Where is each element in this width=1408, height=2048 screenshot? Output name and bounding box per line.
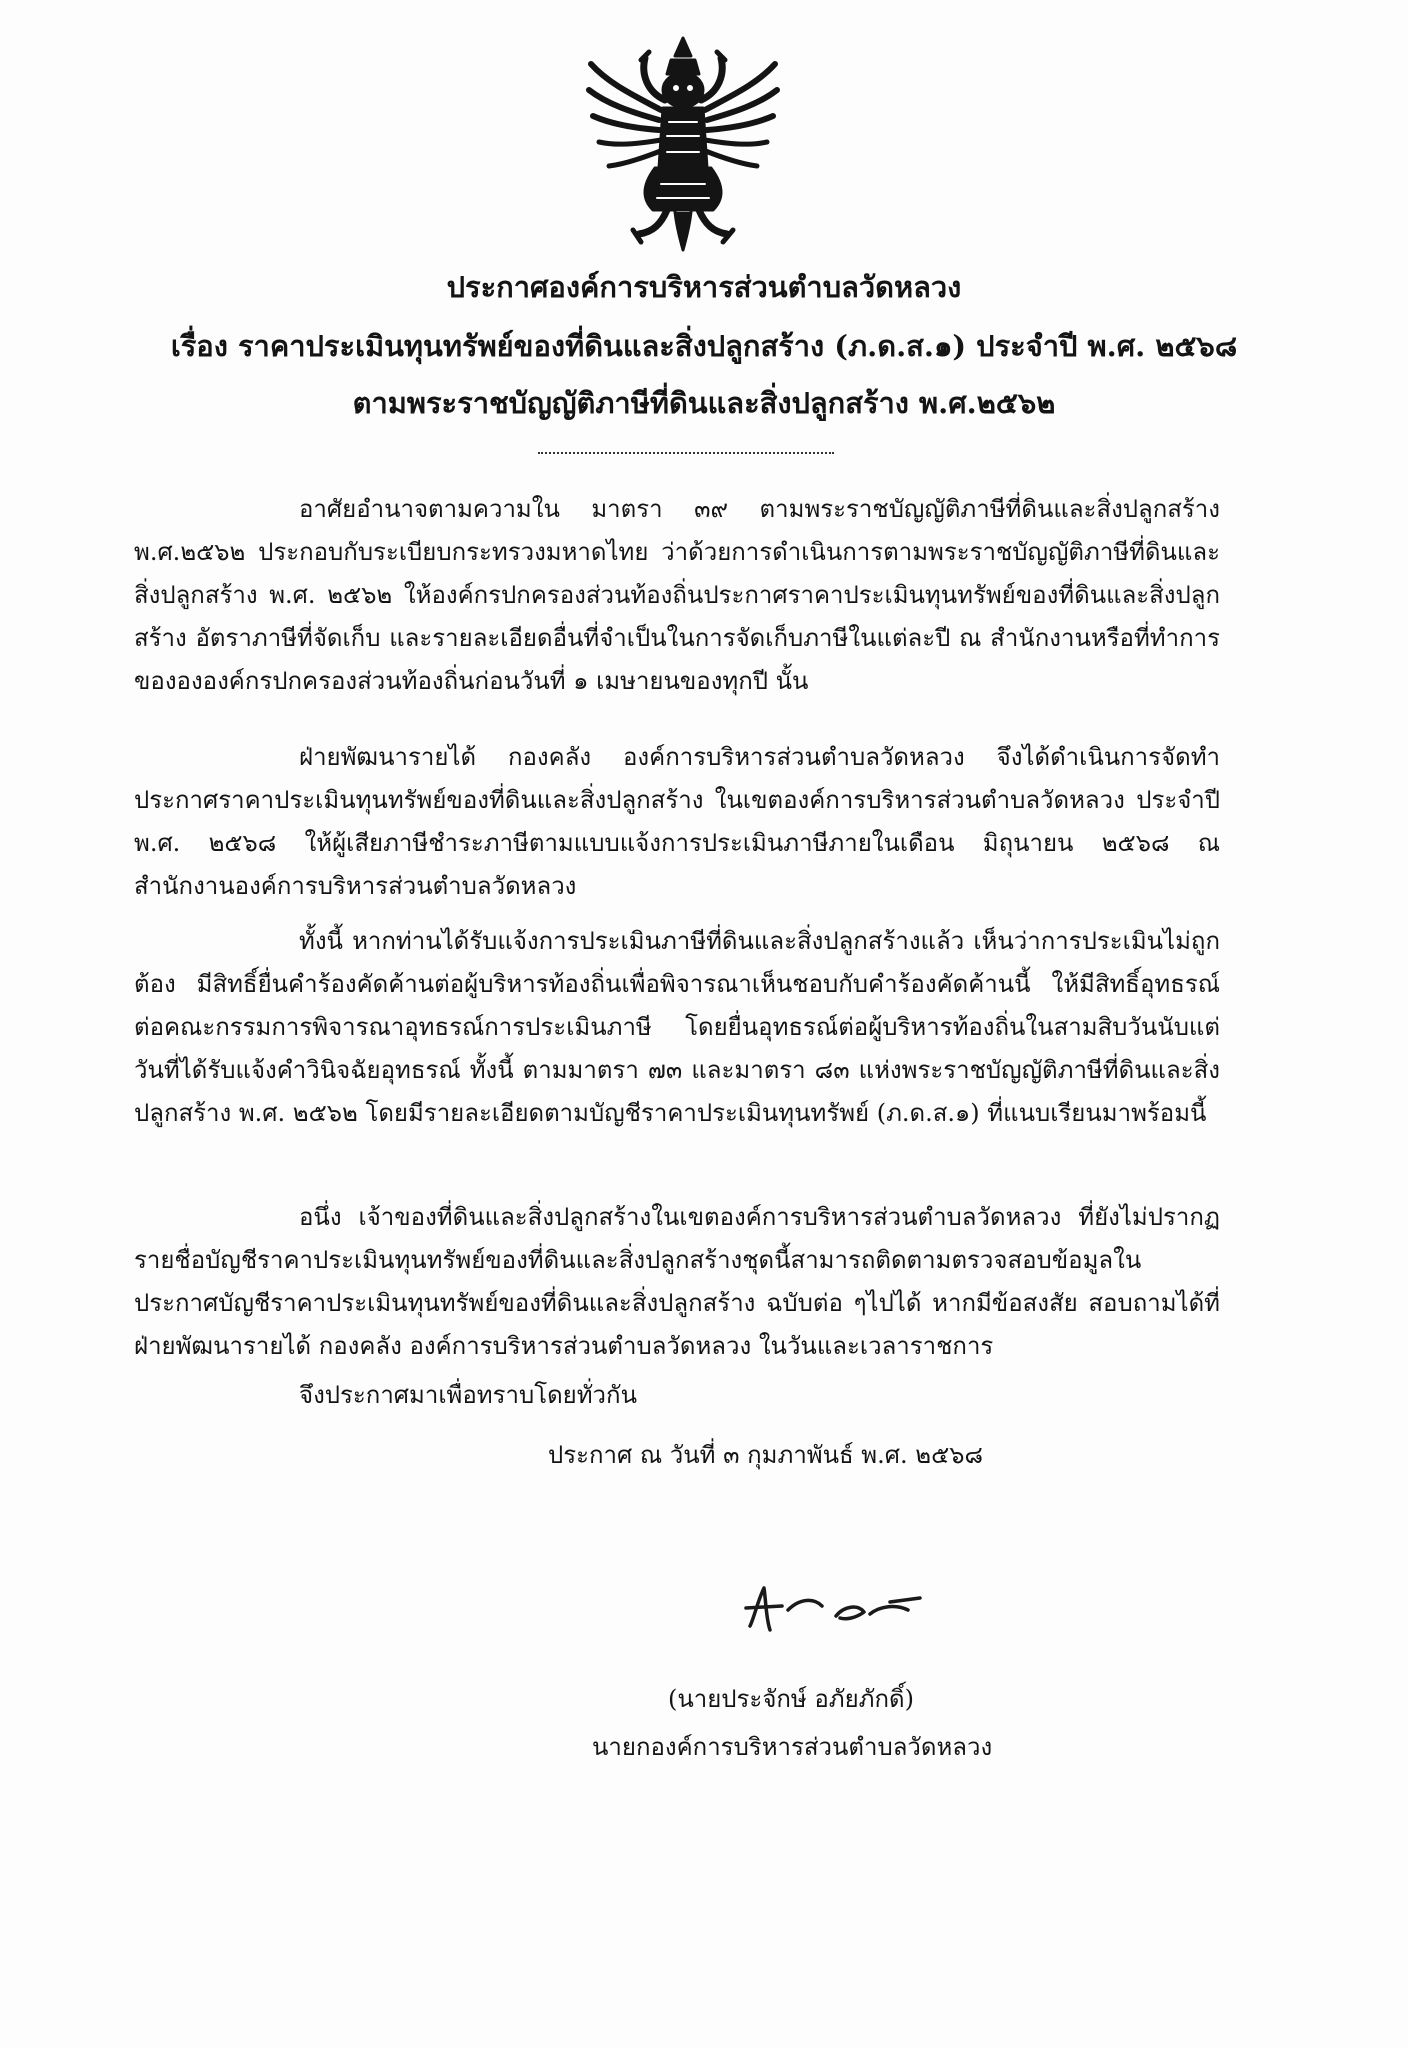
signer-title: นายกองค์การบริหารส่วนตำบลวัดหลวง xyxy=(592,1733,993,1761)
closing-line: จึงประกาศมาเพื่อทราบโดยทั่วกัน xyxy=(299,1381,637,1409)
body-paragraph: อาศัยอำนาจตามความใน มาตรา ๓๙ ตามพระราชบัญญัติภาษีที่ดินและสิ่งปลูกสร้าง พ.ศ.๒๕๖๒ ประกอบกับระเบียบกระทรวงมหาดไทย ว่าด้วยการดำเนินการตามพระราชบัญญัติภาษีที่ดินและสิ่งปลูกสร้าง พ.ศ. ๒๕๖๒ ให้องค์กรปกครองส่วนท้องถิ่นประกาศราคาประเมินทุนทรัพย์ของที่ดินและสิ่งปลูกสร้าง อัตราภาษีที่จัดเก็บ และรายละเอียดอื่นที่จำเป็นในการจัดเก็บภาษีในแต่ละปี ณ สำนักงานหรือที่ทำการของององค์กรปกครองส่วนท้องถิ่นก่อนวันที่ ๑ เมษายนของทุกปี นั้น xyxy=(134,495,1220,695)
body-paragraph: ฝ่ายพัฒนารายได้ กองคลัง องค์การบริหารส่วนตำบลวัดหลวง จึงได้ดำเนินการจัดทำ ประกาศราคาประเมินทุนทรัพย์ของที่ดินและสิ่งปลูกสร้าง ในเขตองค์การบริหารส่วนตำบลวัดหลวง ประจำปี พ.ศ. ๒๕๖๘ ให้ผู้เสียภาษีชำระภาษีตามแบบแจ้งการประเมินภาษีภายในเดือน มิถุนายน ๒๕๖๘ ณ สำนักงานองค์การบริหารส่วนตำบลวัดหลวง xyxy=(134,743,1220,900)
body-paragraph: ทั้งนี้ หากท่านได้รับแจ้งการประเมินภาษีที่ดินและสิ่งปลูกสร้างแล้ว เห็นว่าการประเมินไม่ถูกต้อง มีสิทธิ์ยื่นคำร้องคัดค้านต่อผู้บริหารท้องถิ่นเพื่อพิจารณาเห็นชอบกับคำร้องคัดค้านนี้ ให้มีสิทธิ์อุทธรณ์ต่อคณะกรรมการพิจารณาอุทธรณ์การประเมินภาษี โดยยื่นอุทธรณ์ต่อผู้บริหารท้องถิ่นในสามสิบวันนับแต่วันที่ได้รับแจ้งคำวินิจฉัยอุทธรณ์ ทั้งนี้ ตามมาตรา ๗๓ และมาตรา ๘๓ แห่งพระราชบัญญัติภาษีที่ดินและสิ่งปลูกสร้าง พ.ศ. ๒๕๖๒ โดยมีรายละเอียดตามบัญชีราคาประเมินทุนทรัพย์ (ภ.ด.ส.๑) ที่แนบเรียนมาพร้อมนี้ xyxy=(134,927,1220,1127)
heading-separator xyxy=(538,452,834,454)
signer-name: (นายประจักษ์ อภัยภักดิ์) xyxy=(668,1685,914,1713)
subject-heading: เรื่อง ราคาประเมินทุนทรัพย์ของที่ดินและสิ่งปลูกสร้าง (ภ.ด.ส.๑) ประจำปี พ.ศ. ๒๕๖๘ xyxy=(170,329,1238,363)
handwritten-signature xyxy=(740,1578,930,1638)
reference-heading: ตามพระราชบัญญัติภาษีที่ดินและสิ่งปลูกสร้าง พ.ศ.๒๕๖๒ xyxy=(352,386,1056,420)
issuer-heading: ประกาศองค์การบริหารส่วนตำบลวัดหลวง xyxy=(446,270,962,304)
announcement-date: ประกาศ ณ วันที่ ๓ กุมภาพันธ์ พ.ศ. ๒๕๖๘ xyxy=(548,1441,983,1469)
body-paragraph: อนึ่ง เจ้าของที่ดินและสิ่งปลูกสร้างในเขตองค์การบริหารส่วนตำบลวัดหลวง ที่ยังไม่ปรากฏรายชื่อบัญชีราคาประเมินทุนทรัพย์ของที่ดินและสิ่งปลูกสร้างชุดนี้สามารถติดตามตรวจสอบข้อมูลในประกาศบัญชีราคาประเมินทุนทรัพย์ของที่ดินและสิ่งปลูกสร้าง ฉบับต่อ ๆไปได้ หากมีข้อสงสัย สอบถามได้ที่ ฝ่ายพัฒนารายได้ กองคลัง องค์การบริหารส่วนตำบลวัดหลวง ในวันและเวลาราชการ xyxy=(134,1203,1220,1360)
garuda-emblem-icon xyxy=(583,34,783,254)
